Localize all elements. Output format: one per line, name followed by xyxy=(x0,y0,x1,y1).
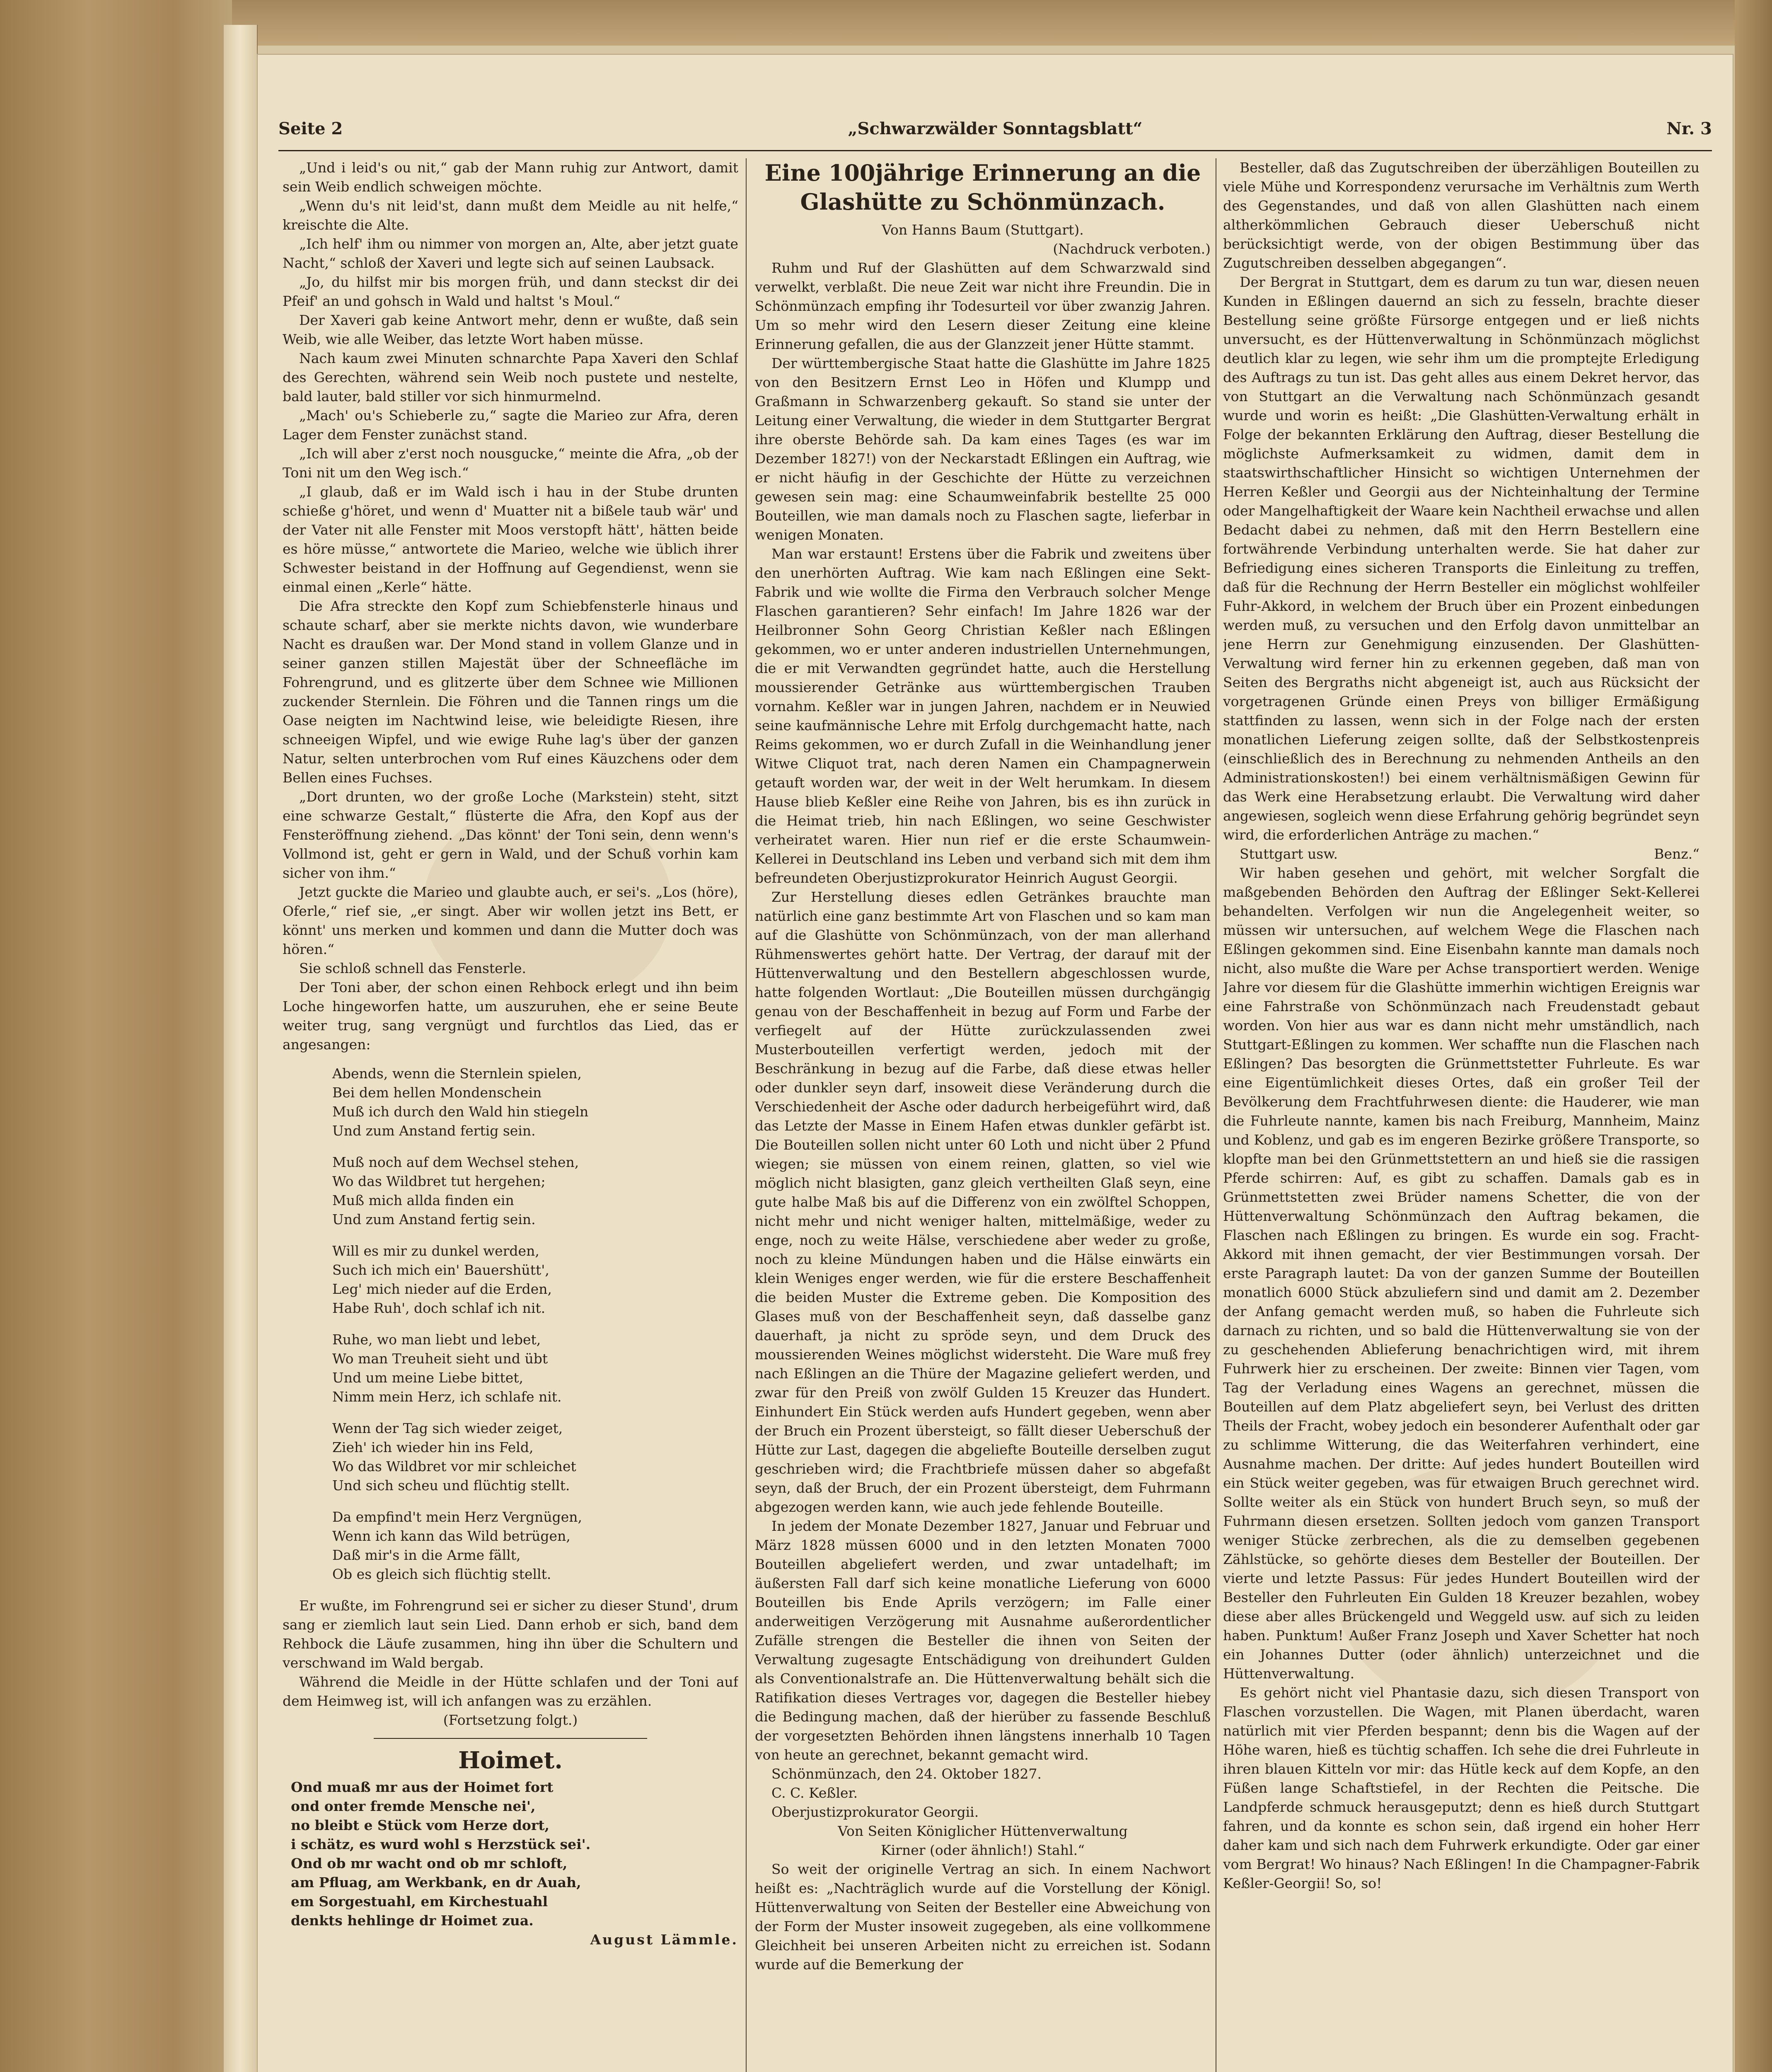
poem-line: Ob es gleich sich flüchtig stellt. xyxy=(332,1566,551,1582)
poem-line: Muß ich durch den Wald hin stiegeln xyxy=(332,1104,589,1120)
poem-line: Und zum Anstand fertig sein. xyxy=(332,1123,536,1139)
paragraph: „Jo, du hilfst mir bis morgen früh, und dann steckst dir dei Pfeif' an und gohsch in Wald und haltst 's Moul.“ xyxy=(283,274,738,309)
paragraph: „Und i leid's ou nit,“ gab der Mann ruhig zur Antwort, damit sein Weib endlich schweigen möchte. xyxy=(283,160,738,195)
paragraph: „Mach' ou's Schieberle zu,“ sagte die Marieo zur Afra, deren Lager dem Fenster zunächst stand. xyxy=(283,407,738,443)
poem-line: ond onter fremde Mensche nei', xyxy=(291,1798,536,1814)
header-rule xyxy=(278,150,1712,151)
paragraph: So weit der originelle Vertrag an sich. In einem Nachwort heißt es: „Nachträglich wurde auf die Vorstellung der Königl. Hüttenverwaltung von Seiten der Besteller eine Abweichung von der Form der Muster insoweit zugegeben, als eine vollkommene Gleichheit bei unseren Arbeiten nicht zu erreichen ist. Sodann wurde auf die Bemerkung der xyxy=(755,1861,1211,1973)
page-edges xyxy=(224,25,258,2072)
signature-line: Kirner (oder ähnlich!) Stahl.“ xyxy=(880,1842,1085,1858)
poem-line: Muß mich allda finden ein xyxy=(332,1192,514,1208)
paragraph: Der Xaveri gab keine Antwort mehr, denn er wußte, daß sein Weib, wie alle Weiber, das letzte Wort haben müsse. xyxy=(283,312,738,347)
stanza xyxy=(332,1330,738,1406)
paragraph: „Ich will aber z'erst noch nousgucke,“ meinte die Afra, „ob der Toni nit um den Weg isch.“ xyxy=(283,445,738,481)
paragraph: In jedem der Monate Dezember 1827, Januar und Februar und März 1828 müssen 6000 und in den letzten Monaten 7000 Bouteillen abgeliefert werden, und zwar untadelhaft; im äußersten Fall darf sich keine monatliche Lieferung von 6000 Bouteillen bis Ende Aprils verzögern; im Falle einer anderweitigen Verzögerung mit Ausnahme außerordentlicher Zufälle strengen die Besteller die ihnen von Seiten der Verwaltung zugesagte Entschädigung von dreihundert Gulden als Conventionalstrafe an. Die Hüttenverwaltung behält sich die Ratifikation dieses Vertrages vor, dagegen die Besteller hiebey die Bedingung machen, daß der hierüber zu fassende Beschluß der vorgesetzten Behörden ihnen längstens innerhalb 10 Tagen von heute an gerechnet, bekannt gemacht wird. xyxy=(755,1518,1211,1763)
poem-line: no bleibt e Stück vom Herze dort, xyxy=(291,1817,550,1833)
stanza xyxy=(332,1419,738,1495)
poem-line: Nimm mein Herz, ich schlafe nit. xyxy=(332,1389,562,1405)
page-header xyxy=(278,119,1712,152)
stanza xyxy=(332,1064,738,1140)
poem-line: Wenn der Tag sich wieder zeiget, xyxy=(332,1420,563,1436)
poem-author: August Lämmle. xyxy=(590,1932,738,1948)
poem-line: Wo das Wildbret vor mir schleichet xyxy=(332,1458,576,1474)
poem-line: am Pfluag, am Werkbank, en dr Auah, xyxy=(291,1874,581,1890)
paragraph: „Wenn du's nit leid'st, dann mußt dem Meidle au nit helfe,“ kreischte die Alte. xyxy=(283,198,738,233)
newspaper-title: „Schwarzwälder Sonntagsblatt“ xyxy=(848,119,1143,138)
paragraph: Man war erstaunt! Erstens über die Fabrik und zweitens über den unerhörten Auftrag. Wie kam nach Eßlingen eine Sekt-Fabrik und wie wollte die Firma den Verbrauch solcher Menge Flaschen garantieren? Sehr einfach! Im Jahre 1826 war der Heilbronner Sohn Georg Christian Keßler nach Eßlingen gekommen, wo er unter anderen industriellen Unternehmungen, die er mit Verwandten gegründet hatte, auch die Herstellung moussierender Getränke aus württembergischen Trauben vornahm. Keßler war in jungen Jahren, nachdem er in Neuwied seine kaufmännische Lehre mit Erfolg durchgemacht hatte, nach Reims gekommen, wo er durch Zufall in die Weinhandlung jener Witwe Cliquot trat, nach deren Namen ein Champagnerwein getauft worden war, der weit in der Welt herumkam. In diesem Hause blieb Keßler eine Reihe von Jahren, bis es ihn zurück in die Heimat trieb, hin nach Eßlingen, wo seine Geschwister verheiratet waren. Hier nun rief er die erste Schaumwein-Kellerei in Deutschland ins Leben und verband sich mit dem ihm befreundeten Oberjustizprokurator Heinrich August Georgii. xyxy=(755,546,1211,886)
paragraph: Besteller, daß das Zugutschreiben der überzähligen Bouteillen zu viele Mühe und Korrespondenz verursache im Verhältnis zum Werth des Gegenstandes, und daß von allen Glashütten nach einem altherkömmlichen Gebrauch dieser Ueberschuß nicht berücksichtigt werde, von der obigen Bestimmung über das Zugutschreiben desselben abgegangen“. xyxy=(1223,160,1699,271)
issue-number: Nr. 3 xyxy=(1666,119,1712,138)
paragraph: Wir haben gesehen und gehört, mit welcher Sorgfalt die maßgebenden Behörden den Auftrag der Eßlinger Sekt-Kellerei behandelten. Verfolgen wir nun die Angelegenheit weiter, so müssen wir untersuchen, auf welchem Wege die Flaschen nach Eßlingen gekommen sind. Eine Eisenbahn kannte man damals noch nicht, also mußte die Ware per Achse transportiert werden. Wenige Jahre vor diesem für die Glashütte immerhin wichtigen Ereignis war eine Fahrstraße von Schönmünzach nach Freudenstadt gebaut worden. Von hier aus war es dann nicht mehr umständlich, nach Stuttgart-Eßlingen zu kommen. Wer schaffte nun die Flaschen nach Eßlingen? Das besorgten die Grünmettstetter Fuhrleute. Es war eine Eigentümlichkeit dieses Ortes, daß ein großer Teil der Bevölkerung dem Frachtfuhrwesen diente: die Hauderer, wie man die Fuhrleute nannte, kamen bis nach Freiburg, Mannheim, Mainz und Koblenz, und gab es im engeren Bezirke größere Transporte, so klopfte man bei den Grünmettstettern an und hieß sie die rassigen Pferde schirren: Auf, es gibt zu schaffen. Damals gab es in Grünmettstetten zwei Brüder namens Schetter, die von der Hüttenverwaltung Schönmünzach den Auftrag bekamen, die Flaschen nach Eßlingen zu bringen. Es wurde ein sog. Fracht-Akkord mit ihnen gemacht, der vier Bestimmungen vorsah. Der erste Paragraph lautet: Da von der ganzen Summe der Bouteillen monatlich 6000 Stück abzuliefern sind und damit am 2. Dezember der Anfang gemacht werden muß, so haben die Fuhrleute sich darnach zu richten, und so bald die Hüttenverwaltung sie von der zu geschehenden Ablieferung benachrichtigen wird, mit ihrem Fuhrwerk hier zu erscheinen. Der zweite: Binnen vier Tagen, vom Tag der Verladung eines Wagens an gerechnet, müssen die Bouteillen auf dem Platz abgeliefert seyn, bei Verlust des dritten Theils der Fracht, wobey jedoch ein besonderer Aufenthalt oder gar zu schlimme Witterung, die das Weiterfahren verhindert, eine Ausnahme machen. Der dritte: Auf jedes hundert Bouteillen wird ein Stück weiter gegeben, was für etwaigen Bruch gerechnet wird. Sollte weiter als ein Stück von hundert Bruch seyn, so muß der Fuhrmann diesen ersetzen. Sollten jedoch vom ganzen Transport weniger Stücke zerbrechen, als die zu demselben gegebenen Zählstücke, so gehörte dieses dem Besteller der Bouteillen. Der vierte und letzte Passus: Für jedes Hundert Bouteillen wird der Besteller den Fuhrleuten Ein Gulden 18 Kreuzer bezahlen, wobey diese aber alles Brückengeld und Weggeld usw. auf sich zu leiden haben. Punktum! Außer Franz Joseph und Xaver Schetter hat noch ein Johannes Dutter (oder ähnlich) unterzeichnet und die Hüttenverwaltung. xyxy=(1223,865,1699,1682)
poem-line: i schätz, es wurd wohl s Herzstück sei'. xyxy=(291,1836,591,1852)
poem-line: Und um meine Liebe bittet, xyxy=(332,1370,523,1386)
paragraph: Die Afra streckte den Kopf zum Schiebfensterle hinaus und schaute scharf, aber sie merkte nichts davon, wie wunderbare Nacht es draußen war. Der Mond stand in vollem Glanze und in seiner ganzen stillen Majestät über der Schneefläche im Fohrengrund, und es glitzerte über dem Schnee wie Millionen zuckender Sternlein. Die Föhren und die Tannen rings um die Oase neigten im Nachtwind leise, wie beleidigte Riesen, ihre schneeigen Wipfel, und wie ewige Ruhe lag's über der ganzen Natur, selten unterbrochen vom Ruf eines Käuzchens oder dem Bellen eines Fuchses. xyxy=(283,598,738,786)
poem-line: Zieh' ich wieder hin ins Feld, xyxy=(332,1439,534,1455)
poem-line: Da empfind't mein Herz Vergnügen, xyxy=(332,1509,582,1525)
poem-line: Wenn ich kann das Wild betrügen, xyxy=(332,1528,571,1544)
signature-line: Oberjustizprokurator Georgii. xyxy=(771,1804,979,1820)
dialect-poem xyxy=(291,1778,738,1930)
poem-line: Muß noch auf dem Wechsel stehen, xyxy=(332,1154,579,1170)
closing-signature: Benz.“ xyxy=(1654,846,1699,862)
continued-note: (Fortsetzung folgt.) xyxy=(443,1712,578,1728)
paragraph: Nach kaum zwei Minuten schnarchte Papa Xaveri den Schlaf des Gerechten, während sein Weib noch pustete und nestelte, bald lauter, bald stiller vor sich hinmurmelnd. xyxy=(283,350,738,404)
signature-line: Schönmünzach, den 24. Oktober 1827. xyxy=(771,1766,1042,1782)
poem-line: Und sich scheu und flüchtig stellt. xyxy=(332,1477,570,1493)
paragraph: Sie schloß schnell das Fensterle. xyxy=(299,960,527,976)
page-number: Seite 2 xyxy=(278,119,343,138)
section-separator xyxy=(374,1738,647,1739)
column-divider xyxy=(746,158,747,2072)
column-2 xyxy=(755,158,1211,2072)
stanza xyxy=(332,1242,738,1318)
paragraph: Jetzt guckte die Marieo und glaubte auch, er sei's. „Los (höre), Oferle,“ rief sie, „er singt. Aber wir wollen jetzt ins Bett, er könnt' uns merken und kommen und dann die Mutter doch was hören.“ xyxy=(283,884,738,957)
poem-line: Habe Ruh', doch schlaf ich nit. xyxy=(332,1300,546,1316)
poem-line: Abends, wenn die Sternlein spielen, xyxy=(332,1065,582,1082)
closing-place: Stuttgart usw. xyxy=(1240,846,1338,862)
signature-line: C. C. Keßler. xyxy=(771,1785,858,1801)
article-title: Eine 100jährige Erinnerung an die Glashütte zu Schönmünzach. xyxy=(764,160,1201,215)
poem-line: Ond ob mr wacht ond ob mr schloft, xyxy=(291,1855,568,1871)
column-3 xyxy=(1223,158,1699,2072)
stanza xyxy=(332,1153,738,1229)
poem-line: Bei dem hellen Mondenschein xyxy=(332,1084,542,1101)
paragraph: Der Bergrat in Stuttgart, dem es darum zu tun war, diesen neuen Kunden in Eßlingen dauernd an sich zu fesseln, brachte dieser Bestellung seine größte Fürsorge entgegen und er ließ nichts unversucht, es der Hüttenverwaltung in Schönmünzach möglichst deutlich klar zu legen, wie sehr ihm um die promptejte Erledigung des Auftrags zu tun ist. Das geht alles aus einem Dekret hervor, das von Stuttgart an die Verwaltung nach Schönmünzach gesandt wurde und worin es heißt: „Die Glashütten-Verwaltung erhält in Folge der bekannten Erklärung den Auftrag, dieser Bestellung die möglichste Aufmerksamkeit zu widmen, damit dem in staatswirthschaftlicher Hinsicht so wichtigen Unternehmen der Herren Keßler und Georgii aus der Nichteinhaltung der Termine oder Mangelhaftigkeit der Waare kein Nachtheil erwachse und allen Bedacht dabei zu nehmen, daß mit den Herrn Bestellern eine fortwährende Verbindung unterhalten werde. Sie hat daher zur Befriedigung eines sicheren Transports die Einleitung zu treffen, daß für die Rechnung der Herrn Besteller ein möglichst wohlfeiler Fuhr-Akkord, in welchem der Bruch über ein Prozent einbedungen werden muß, zu versuchen und den Erfolg davon unmittelbar an jene Herrn zur Genehmigung einzusenden. Der Glashütten-Verwaltung wird ferner hin zu erkennen gegeben, daß man von Seiten des Bergraths nicht abgeneigt ist, auch aus Rücksicht der vorgetragenen Gründe einen Preys von billiger Ermäßigung stattfinden zu lassen, wenn sich in der Folge nach der ersten monatlichen Lieferung zeigen sollte, daß der Selbstkostenpreis (einschließlich des in Berechnung zu nehmenden Antheils an den Administrationskosten!) bei einem verhältnismäßigen Gewinn für das Werk eine Herabsetzung erlaubt. Die Verwaltung wird daher angewiesen, sogleich wenn diese Erfahrung gehörig begründet seyn wird, die erforderlichen Anträge zu machen.“ xyxy=(1223,274,1699,843)
article-byline: Von Hanns Baum (Stuttgart). xyxy=(882,222,1084,238)
paragraph: „Dort drunten, wo der große Loche (Markstein) steht, sitzt eine schwarze Gestalt,“ flüsterte die Afra, den Kopf aus der Fensteröffnung ziehend. „Das könnt' der Toni sein, denn wenn's Vollmond ist, geht er gern in Wald, und der Schuß vorhin kam sicher von ihm.“ xyxy=(283,789,738,881)
closing-line xyxy=(1223,845,1699,864)
paragraph: „I glaub, daß er im Wald isch i hau in der Stube drunten schieße g'höret, und wenn d' Muatter nit a bißele taub wär' und der Vater nit alle Fenster mit Moos verstopft hätt', hätten beide es höre müsse,“ antwortete die Marieo, welche wie üblich ihrer Schwester beistand in der Hoffnung auf Gegendienst, wenn sie einmal einen „Kerle“ hätte. xyxy=(283,484,738,595)
poem-line: Ond muaß mr aus der Hoimet fort xyxy=(291,1779,554,1795)
paragraph: Während die Meidle in der Hütte schlafen und der Toni auf dem Heimweg ist, will ich anfangen was zu erzählen. xyxy=(283,1674,738,1709)
paragraph: Der württembergische Staat hatte die Glashütte im Jahre 1825 von den Besitzern Ernst Leo in Höfen und Klumpp und Graßmann in Schwarzenberg gekauft. So stand sie unter der Leitung einer Verwaltung, die wieder in dem Stuttgarter Bergrat ihre oberste Behörde sah. Da kam eines Tages (es war im Dezember 1827!) von der Neckarstadt Eßlingen ein Auftrag, wie er nicht häufig in der Geschichte der Hütte zu verzeichnen gewesen sein mag: eine Schaumweinfabrik bestellte 25 000 Bouteillen, wie man damals noch zu Flaschen sagte, lieferbar in wenigen Monaten. xyxy=(755,355,1211,543)
signature-line: Von Seiten Königlicher Hüttenverwaltung xyxy=(838,1823,1128,1839)
poem-line: Leg' mich nieder auf die Erden, xyxy=(332,1281,552,1297)
poem-line: Wo man Treuheit sieht und übt xyxy=(332,1351,548,1367)
poem-line: em Sorgestuahl, em Kirchestuahl xyxy=(291,1893,548,1910)
paragraph: Der Toni aber, der schon einen Rehbock erlegt und ihn beim Loche hingeworfen hatte, um auszuruhen, ehe er seine Beute weiter trug, sang vergnügt und furchtlos das Lied, das er angesangen: xyxy=(283,979,738,1053)
binding-top xyxy=(232,0,1772,46)
poem-line: Ruhe, wo man liebt und lebet, xyxy=(332,1331,541,1348)
poem-line: Will es mir zu dunkel werden, xyxy=(332,1243,539,1259)
book-binding xyxy=(0,0,249,2072)
stanza xyxy=(332,1508,738,1584)
poem-line: Wo das Wildbret tut hergehen; xyxy=(332,1173,546,1189)
paragraph: Ruhm und Ruf der Glashütten auf dem Schwarzwald sind verwelkt, verblaßt. Die neue Zeit war nicht ihre Freundin. Die in Schönmünzach empfing ihr Todesurteil vor über zwanzig Jahren. Um so mehr wird den Lesern dieser Zeitung eine kleine Erinnerung gefallen, die aus der Glanzzeit jener Hütte stammt. xyxy=(755,260,1211,352)
reprint-note: (Nachdruck verboten.) xyxy=(1053,241,1211,257)
poem-line: Such ich mich ein' Bauershütt', xyxy=(332,1262,549,1278)
newspaper-page xyxy=(257,54,1733,2072)
poem-title: Hoimet. xyxy=(458,1747,563,1774)
poem-line: denkts hehlinge dr Hoimet zua. xyxy=(291,1912,534,1929)
poem-line: Und zum Anstand fertig sein. xyxy=(332,1211,536,1227)
paragraph: Er wußte, im Fohrengrund sei er sicher zu dieser Stund', drum sang er ziemlich laut sein Lied. Dann erhob er sich, band dem Rehbock die Läufe zusammen, hing ihn über die Schultern und verschwand im Wald bergab. xyxy=(283,1598,738,1671)
poem-line: Daß mir's in die Arme fällt, xyxy=(332,1547,521,1563)
paragraph: „Ich helf' ihm ou nimmer von morgen an, Alte, aber jetzt guate Nacht,“ schloß der Xaveri und legte sich auf seinen Laubsack. xyxy=(283,236,738,271)
paragraph: Es gehört nicht viel Phantasie dazu, sich diesen Transport von Flaschen vorzustellen. Die Wagen, mit Planen überdacht, waren natürlich mit vier Pferden bespannt; denn bis die Wagen auf der Höhe waren, hieß es tüchtig schaffen. Ich sehe die drei Fuhrleute in ihren blauen Kitteln vor mir: das Hütle keck auf dem Kopfe, an den Füßen lange Schaftstiefel, in der Rechten die Peitsche. Die Landpferde schmuck herausgeputzt; denn es hieß durch Stuttgart fahren, und da konnte es schon sein, daß irgend ein hoher Herr daher kam und sich nach dem Fuhrwerk erkundigte. Oder gar einer vom Bergrat! Wo hinaus? Nach Eßlingen! In die Champagner-Fabrik Keßler-Georgii! So, so! xyxy=(1223,1685,1699,1891)
binding-right xyxy=(1735,0,1772,2072)
song-poem xyxy=(332,1064,738,1584)
column-1 xyxy=(283,158,738,2072)
paragraph: Zur Herstellung dieses edlen Getränkes brauchte man natürlich eine ganz bestimmte Art von Flaschen und so kam man auf die Glashütte von Schönmünzach, von der man allerhand Rühmenswertes gehört hatte. Der Vertrag, der darauf mit der Hüttenverwaltung und den Bestellern abgeschlossen wurde, hatte folgenden Wortlaut: „Die Bouteillen müssen durchgängig genau von der Beschaffenheit in bezug auf Form und Farbe der verfiegelt auf der Hütte zurückzulassenden zwei Musterbouteillen verfertigt werden, jedoch mit der Beschränkung in bezug auf die Farbe, daß diese etwas heller oder dunkler seyn darf, insoweit diese Veränderung durch die Verschiedenheit der Asche oder dadurch herbeigeführt wird, daß das Letzte der Masse in Einem Hafen etwas dunkler gefärbt ist. Die Bouteillen sollen nicht unter 60 Loth und nicht über 2 Pfund wiegen; sie müssen von einem reinen, glatten, so viel wie möglich nicht blasigten, ganz gleich vertheilten Glaß seyn, eine gute halbe Maß bis auf die Differenz von ein zwölftel Schoppen, nicht mehr und nicht weniger halten, mittelmäßige, weder zu enge, noch zu weite Hälse, verschiedene aber weder zu große, noch zu kleine Mündungen haben und die Hälse einwärts ein klein Weniges enger werden, wie für die erstere Beschaffenheit die beiden Muster die Extreme geben. Die Komposition des Glases muß von der Beschaffenheit seyn, daß dasselbe ganz dauerhaft, ja nicht zu spröde seyn, und dem Druck des moussierenden Weines möglichst widersteht. Die Ware muß frey nach Eßlingen an die Thüre der Magazine geliefert werden, und zwar für den Preiß von zwölf Gulden 15 Kreuzer das Hundert. Einhundert Ein Stück werden aufs Hundert gegeben, wenn aber der Bruch ein Prozent übersteigt, so fällt dieser Ueberschuß der Hütte zur Last, dagegen die abgeliefte Bouteille derselben zugut geschrieben wird; die Frachtbriefe müssen daher so abgefaßt seyn, daß der Bruch, der ein Prozent übersteigt, dem Fuhrmann abgezogen werden kann, wie auch jede fehlende Bouteille. xyxy=(755,889,1211,1515)
